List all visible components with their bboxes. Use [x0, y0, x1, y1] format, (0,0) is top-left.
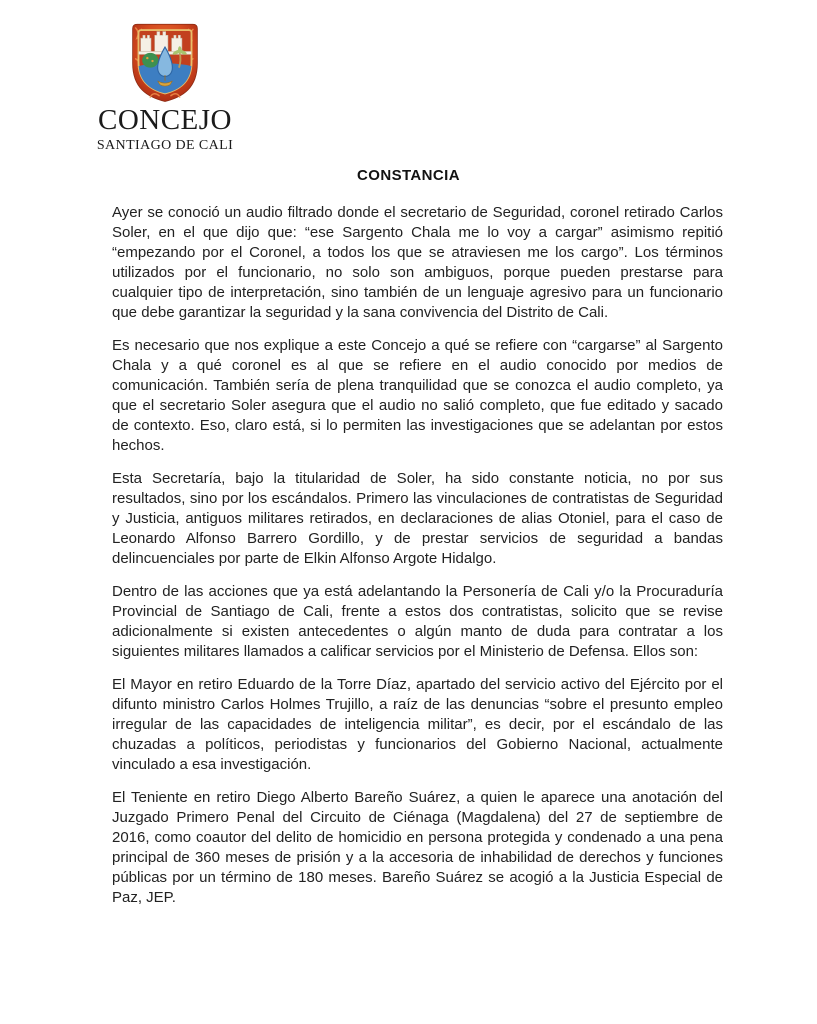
paragraph-4: Dentro de las acciones que ya está adelantando la Personería de Cali y/o la Procuraduría Provincial de Santiago de Cali, frente a estos dos contratistas, solicito que se revise adicionalmente si existen antecedentes o algún manto de duda para contratar a los siguientes militares llamados a calificar servicios por el Ministerio de Defensa. Ellos son: [112, 583, 723, 660]
paragraph-1: Ayer se conoció un audio filtrado donde el secretario de Seguridad, coronel retirado Carlos Soler, en el que dijo que: “ese Sargento Chala me lo voy a cargar” asimismo repitió “empezando por el Coronel, a todos los que se atraviesen me los cargo”. Los términos utilizados por el funcionario, no solo son ambiguos, porque pueden prestarse para cualquier tipo de interpretación, sino también de un lenguaje agresivo para un funcionario que debe garantizar la seguridad y la sana convivencia del Distrito de Cali. [112, 204, 723, 321]
paragraph-2: Es necesario que nos explique a este Concejo a qué se refiere con “cargarse” al Sargento Chala y a qué coronel es al que se refiere en el audio conocido por medios de comunicación. También sería de plena tranquilidad que se conozca el audio completo, ya que el secretario Soler asegura que el audio no salió completo, que fue editado y sacado de contexto. Eso, claro está, si lo permiten las investigaciones que se adelantan por estos hechos. [112, 337, 723, 454]
coat-of-arms-icon [128, 22, 202, 103]
letterhead [92, 22, 238, 153]
paragraph-3: Esta Secretaría, bajo la titularidad de Soler, ha sido constante noticia, no por sus resultados, sino por los escándalos. Primero las vinculaciones de contratistas de Seguridad y Justicia, antiguos militares retirados, en declaraciones de alias Otoniel, para el caso de Leonardo Alfonso Barrero Gordillo, y de prestar servicios de seguridad a bandas delincuenciales por parte de Elkin Alfonso Argote Hidalgo. [112, 470, 723, 567]
paragraph-5: El Mayor en retiro Eduardo de la Torre Díaz, apartado del servicio activo del Ejército por el difunto ministro Carlos Holmes Trujillo, a raíz de las denuncias “sobre el presunto empleo irregular de las capacidades de inteligencia militar”, es decir, por el escándalo de las chuzadas a políticos, periodistas y funcionarios del Gobierno Nacional, actualmente vinculado a esa investigación. [112, 676, 723, 773]
document-body [112, 203, 723, 921]
document-title: CONSTANCIA [357, 167, 460, 184]
org-name: CONCEJO [97, 104, 232, 136]
org-subtitle: SANTIAGO DE CALI [96, 138, 234, 153]
paragraph-6: El Teniente en retiro Diego Alberto Bareño Suárez, a quien le aparece una anotación del Juzgado Primero Penal del Circuito de Ciénaga (Magdalena) del 27 de septiembre de 2016, como coautor del delito de homicidio en persona protegida y condenado a una pena principal de 360 meses de prisión y a la accesoria de inhabilidad de derechos y funciones públicas por un término de 180 meses. Bareño Suárez se acogió a la Justicia Especial de Paz, JEP. [112, 789, 723, 906]
